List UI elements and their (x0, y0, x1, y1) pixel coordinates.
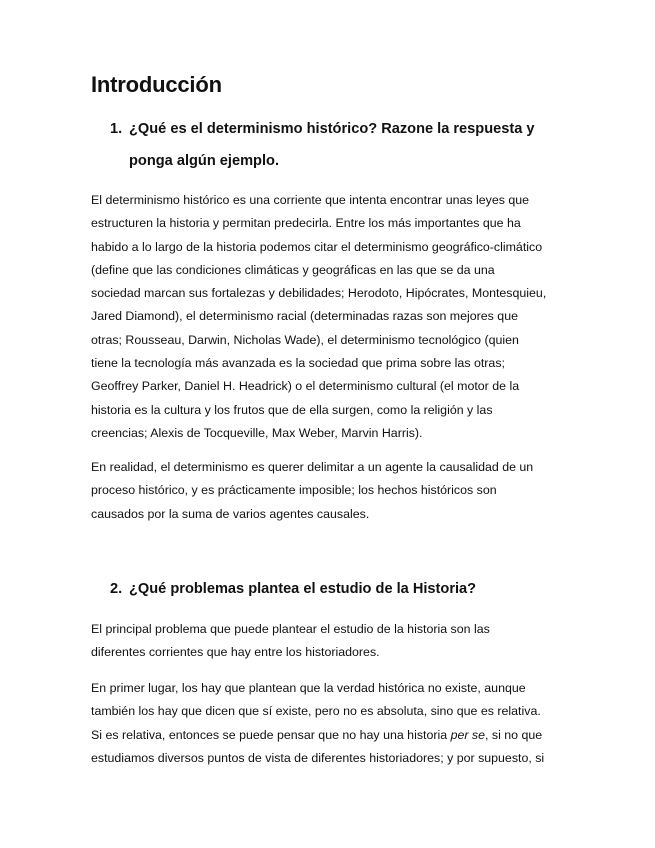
text-line: (define que las condiciones climáticas y geográficas en las que se da una (91, 262, 495, 277)
text-line: proceso histórico, y es prácticamente imposible; los hechos históricos son (91, 483, 497, 498)
question-2-heading (110, 573, 569, 605)
question-2-number: 2. (110, 581, 123, 597)
text-line: En primer lugar, los hay que plantean que la verdad histórica no existe, aunque (91, 681, 526, 695)
paragraph-en-realidad (91, 456, 563, 526)
text-line: En realidad, el determinismo es querer delimitar a un agente la causalidad de un (91, 460, 534, 474)
question-2-line-1: ¿Qué problemas plantea el estudio de la Historia? (129, 581, 477, 597)
paragraph-principal-problema (91, 618, 563, 665)
text-line: El principal problema que puede plantear el estudio de la historia son las (91, 622, 490, 636)
text-line: Geoffrey Parker, Daniel H. Headrick) o el determinismo cultural (el motor de la (91, 379, 520, 394)
text-line: El determinismo histórico es una corriente que intenta encontrar unas leyes que (91, 193, 530, 207)
paragraph-en-primer-lugar (91, 677, 563, 770)
text-line: estructuren la historia y permitan predecirla. Entre los más importantes que ha (91, 216, 521, 231)
text-line: diferentes corrientes que hay entre los historiadores. (91, 645, 380, 660)
paragraph-determinismo (91, 189, 563, 445)
text-fragment: , si no que (485, 727, 543, 742)
text-line: Jared Diamond), el determinismo racial (determinadas razas son mejores que (91, 309, 518, 324)
question-1-number: 1. (110, 121, 123, 137)
text-line (91, 724, 563, 747)
question-1-heading (110, 113, 569, 177)
question-1-line-1: ¿Qué es el determinismo histórico? Razone la respuesta y (129, 121, 535, 137)
page-title: Introducción (91, 72, 222, 97)
text-line: causados por la suma de varios agentes causales. (91, 506, 370, 521)
text-line: tiene la tecnología más avanzada es la sociedad que prima sobre las otras; (91, 356, 505, 371)
text-line: sociedad marcan sus fortalezas y debilidades; Herodoto, Hipócrates, Montesquieu, (91, 286, 547, 301)
italic-term: per se (450, 727, 486, 742)
text-line: otras; Rousseau, Darwin, Nicholas Wade), el determinismo tecnológico (quien (91, 332, 519, 347)
text-line: habido a lo largo de la historia podemos citar el determinismo geográfico-climático (91, 239, 543, 254)
text-line: historia es la cultura y los frutos que de ella surgen, como la religión y las (91, 402, 493, 417)
text-fragment: Si es relativa, entonces se puede pensar que no hay una historia (91, 727, 451, 742)
text-line: estudiamos diversos puntos de vista de diferentes historiadores; y por supuesto, si (91, 750, 545, 765)
text-line: creencias; Alexis de Tocqueville, Max Weber, Marvin Harris). (91, 425, 423, 440)
question-1-line-2: ponga algún ejemplo. (129, 153, 279, 169)
text-line: también los hay que dicen que sí existe, pero no es absoluta, sino que es relativa. (91, 704, 541, 719)
